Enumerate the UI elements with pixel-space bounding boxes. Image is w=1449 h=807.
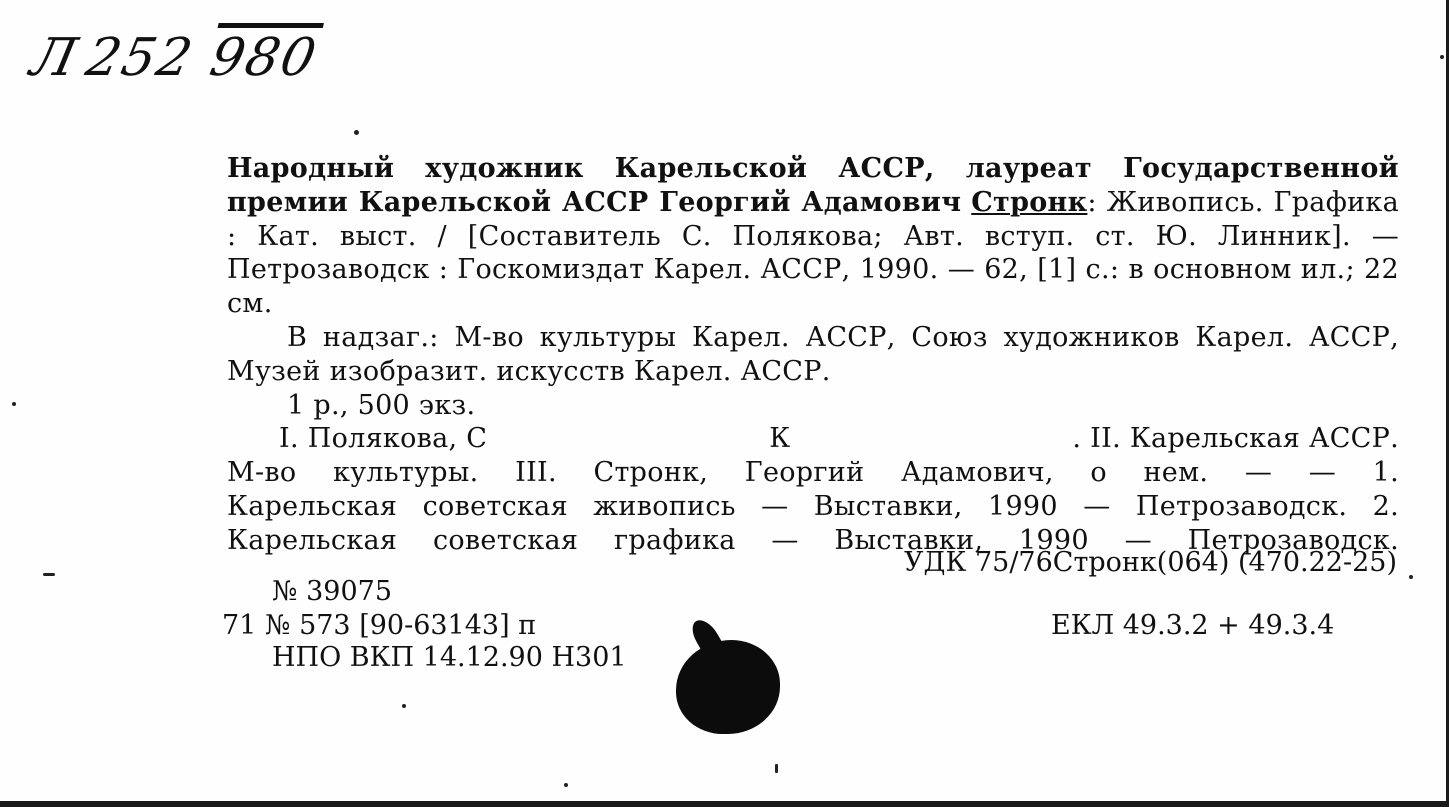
speck: [354, 130, 359, 135]
speck: [775, 764, 778, 773]
handwritten-call-number: [26, 28, 323, 88]
speck: [1409, 575, 1413, 579]
subject-row-1-mid: К: [769, 423, 791, 455]
speck: [12, 402, 16, 406]
card-line: 71 № 573 [90-63143] п: [222, 610, 537, 641]
subject-row-3: Карельская советская живопись — Выставки, 1990 — Петрозаводск. 2.: [227, 490, 1399, 522]
subject-row-1-left: I. Полякова, С: [279, 423, 488, 455]
ekl-code: ЕКЛ 49.3.2 + 49.3.4: [1051, 610, 1335, 641]
subject-row-1-right: . II. Карельская АССР.: [1072, 423, 1399, 455]
author-surname: Стронк: [971, 186, 1088, 218]
speck: [564, 783, 568, 787]
entry-heading: Народный художник Карельской АССР, лауреат Государственной премии Карельской АССР Георгий Адамович: [227, 153, 1399, 218]
speck: [43, 573, 55, 576]
subject-headings: [227, 422, 1399, 557]
call-number-prefix: Л: [25, 28, 84, 88]
note-line: В надзаг.: М-во культуры Карел. АССР, Союз художников Карел. АССР, Музей изобразит. искусств Карел. АССР.: [227, 321, 1399, 387]
subject-row-1: [227, 422, 1399, 456]
bibliographic-description: [227, 152, 1399, 558]
udk-code: УДК 75/76Стронк(064) (470.22-25): [904, 547, 1397, 578]
subject-row-2: М-во культуры. III. Стронк, Георгий Адамович, о нем. — — 1.: [227, 457, 1399, 489]
speck: [402, 704, 406, 708]
record-number: № 39075: [272, 576, 393, 607]
price-line: 1 р., 500 экз.: [287, 389, 476, 421]
card-bottom-edge: [0, 801, 1449, 807]
call-number-main: 252: [81, 28, 200, 88]
call-number-suffix: 980: [204, 28, 323, 88]
ink-blot: [676, 640, 780, 734]
speck: [1440, 55, 1444, 59]
npo-line: НПО ВКП 14.12.90 Н301: [272, 642, 627, 673]
entry-title-details: : Живопись. Графика : Кат. выст. / [Составитель С. Полякова; Авт. вступ. ст. Ю. Линник]. — Петрозаводск : Госкомиздат Карел. АССР, 1990. — 62, [1] с.: в основном ил.; 22 см.: [227, 186, 1400, 320]
subject-row-4: Карельская советская графика — Выставки, 1990 — Петрозаводск.: [227, 524, 1399, 556]
